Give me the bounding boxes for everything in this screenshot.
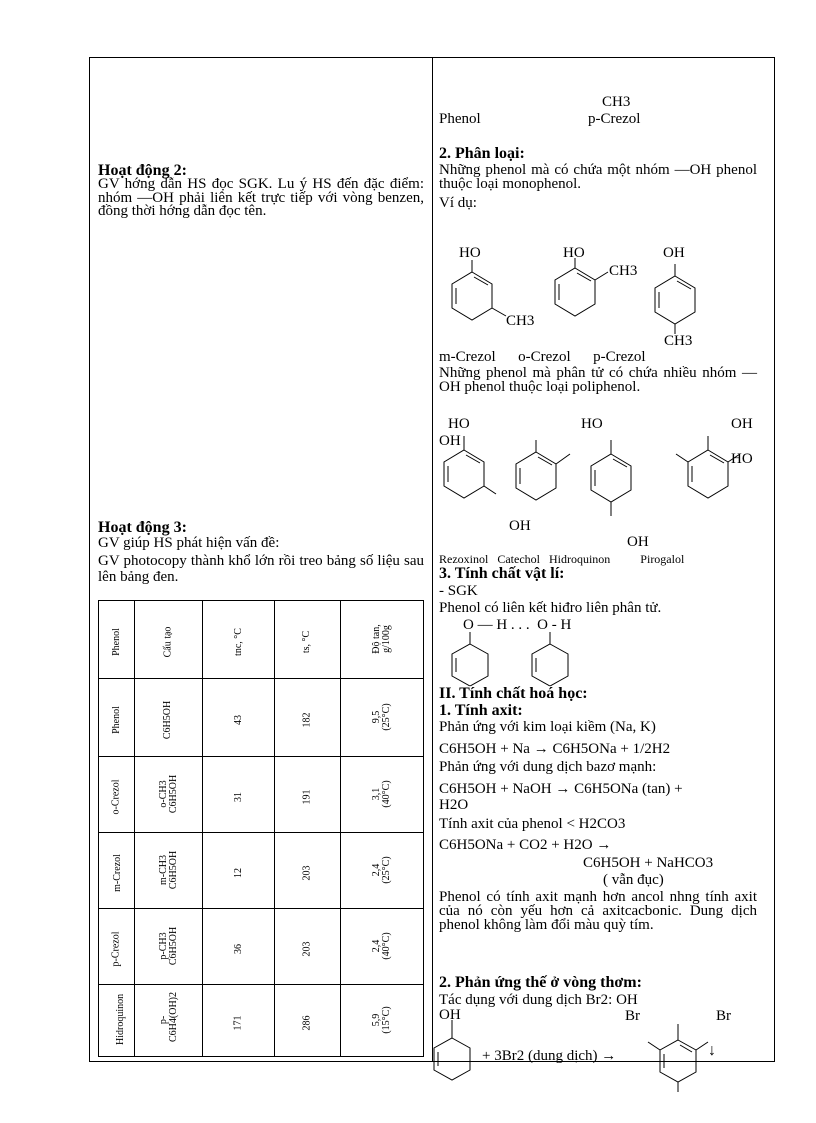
equation-3b: C6H5OH + NaHCO3 <box>583 855 714 871</box>
table-cell: 182 <box>301 712 313 727</box>
ch3-label: CH3 <box>602 94 631 110</box>
bromine-line: Tác dụng với dung dịch Br2: OH <box>439 992 638 1008</box>
table-cell: 203 <box>301 941 313 956</box>
br-left-label: Br <box>625 1008 640 1024</box>
table-cell: Phenol <box>110 705 122 734</box>
monophenol-text: Những phenol mà có chứa một nhóm —OH phenol thuộc loại monophenol. <box>439 162 757 192</box>
table-header-row <box>99 601 424 679</box>
equation-1: C6H5OH + Na → C6H5ONa + 1/2H2 <box>439 741 671 757</box>
activity-3-title: Hoạt động 3: <box>98 519 187 536</box>
table-cell: 3,1 (40°C) <box>371 779 392 808</box>
poly-oh-bottom-1: OH <box>509 518 531 534</box>
phenol-label: Phenol <box>439 111 481 127</box>
activity-2-title: Hoạt động 2: <box>98 162 187 179</box>
table-cell: 286 <box>301 1015 313 1030</box>
table-cell: p-C6H4(OH)2 <box>157 991 179 1042</box>
precipitate-arrow: ↓ <box>708 1042 716 1059</box>
poly-ho-2: HO <box>581 416 603 432</box>
table-header-cell: tnc, °C <box>203 601 275 679</box>
table-cell: o-CH3 C6H5OH <box>157 774 179 813</box>
table-cell: 2,4 (40°C) <box>371 931 392 960</box>
equation-2a: C6H5OH + NaOH → C6H5ONa (tan) + <box>439 781 683 797</box>
table-row <box>99 833 424 909</box>
ch3-label-o: CH3 <box>609 263 638 279</box>
table-cell: 171 <box>232 1015 244 1030</box>
table-cell: 31 <box>232 791 244 802</box>
table-cell: m-CH3 C6H5OH <box>157 850 179 889</box>
br-oh-label: OH <box>439 1007 461 1023</box>
table-cell: m-Crezol <box>111 853 123 892</box>
table-cell: 191 <box>301 789 313 804</box>
poliphenol-structures <box>436 418 766 538</box>
crezol-structures <box>440 244 760 354</box>
column-divider <box>432 57 433 1062</box>
activity-2-text: GV hớng dẫn HS đọc SGK. Lu ý HS đến đặc điểm: nhóm —OH phải liên kết trực tiếp với vòng benzen, đồng thời hớng dẫn đọc tên. <box>98 176 424 219</box>
table-row <box>99 985 424 1057</box>
table-cell: o-Crezol <box>110 779 122 814</box>
acidity-paragraph: Phenol có tính axit mạnh hơn ancol nhng tính axit của nó còn yếu hơn cả axitcacbonic. Dung dịch phenol không làm đổi màu quỳ tím. <box>439 889 757 933</box>
bromination-equation: + 3Br2 (dung dịch) → <box>482 1048 617 1064</box>
table-cell: 9,5 (25°C) <box>371 702 392 731</box>
sgk-line: - SGK <box>439 583 478 599</box>
equation-3a: C6H5ONa + CO2 + H2O → <box>439 837 612 853</box>
table-cell: 203 <box>301 865 313 880</box>
ho-label-2: HO <box>563 245 585 261</box>
table-cell: 36 <box>232 943 244 954</box>
ch3-label-m: CH3 <box>506 313 535 329</box>
poly-ho-right: HO <box>731 451 753 467</box>
poly-oh-right: OH <box>731 416 753 432</box>
poly-oh-left: OH <box>439 433 461 449</box>
hbond-text: Phenol có liên kết hiđro liên phân tử. <box>439 600 662 616</box>
table-row <box>99 757 424 833</box>
acid-line-3: Tính axit của phenol < H2CO3 <box>439 816 626 832</box>
section-3-title: 3. Tính chất vật lí: <box>439 565 565 582</box>
table-cell: p-CH3 C6H5OH <box>157 926 179 965</box>
pcrezol-label: p-Crezol <box>588 111 641 127</box>
acid-line-2: Phản ứng với dung dịch bazơ mạnh: <box>439 759 657 775</box>
acid-line-1: Phản ứng với kim loại kiềm (Na, K) <box>439 719 656 735</box>
example-label: Ví dụ: <box>439 195 477 211</box>
hbond-rings <box>440 632 600 692</box>
section-2-title: 2. Phân loại: <box>439 145 525 162</box>
table-cell: C6H5OH <box>162 700 174 739</box>
table-cell: p-Crezol <box>110 931 122 966</box>
substitution-title: 2. Phản ứng thế ở vòng thơm: <box>439 974 642 991</box>
table-cell: 5,9 (15°C) <box>371 1005 392 1034</box>
section-II-title: II. Tính chất hoá học: <box>439 685 588 702</box>
poly-oh-bottom-2: OH <box>627 534 649 550</box>
hbond-formula: O — H . . . O - H <box>463 617 572 633</box>
poly-ho-1: HO <box>448 416 470 432</box>
table-cell: 2,4 (25°C) <box>371 855 392 884</box>
table-row <box>99 909 424 985</box>
table-cell: Hidroquinon <box>115 993 126 1045</box>
table-cell: 12 <box>232 867 244 878</box>
table-header-cell: Độ tan, g/100g <box>341 601 424 679</box>
ho-label-1: HO <box>459 245 481 261</box>
table-header-cell: ts, °C <box>275 601 341 679</box>
activity-3-line: GV giúp HS phát hiện vấn đề: <box>98 535 280 551</box>
table-header-cell: Phenol <box>99 601 135 679</box>
table-cell: 43 <box>232 714 244 725</box>
br-right-label: Br <box>716 1008 731 1024</box>
activity-3-text: GV photocopy thành khổ lớn rồi treo bảng số liệu sau lên bảng đen. <box>98 553 424 585</box>
equation-2b: H2O <box>439 797 469 813</box>
crezol-names: m-Crezol o-Crezol p-Crezol <box>439 349 646 365</box>
poliphenol-names: Rezoxinol Catechol Hidroquinon Pirogalol <box>439 552 685 566</box>
equation-3c: ( vẫn đục) <box>603 872 664 888</box>
poliphenol-text: Những phenol mà phân tử có chứa nhiều nhóm —OH phenol thuộc loại poliphenol. <box>439 365 757 395</box>
oh-label-3: OH <box>663 245 685 261</box>
table-header-cell: Cấu tạo <box>135 601 203 679</box>
data-table <box>98 600 424 1057</box>
section-1-title: 1. Tính axit: <box>439 702 523 719</box>
table-row <box>99 679 424 757</box>
ch3-label-p: CH3 <box>664 333 693 349</box>
